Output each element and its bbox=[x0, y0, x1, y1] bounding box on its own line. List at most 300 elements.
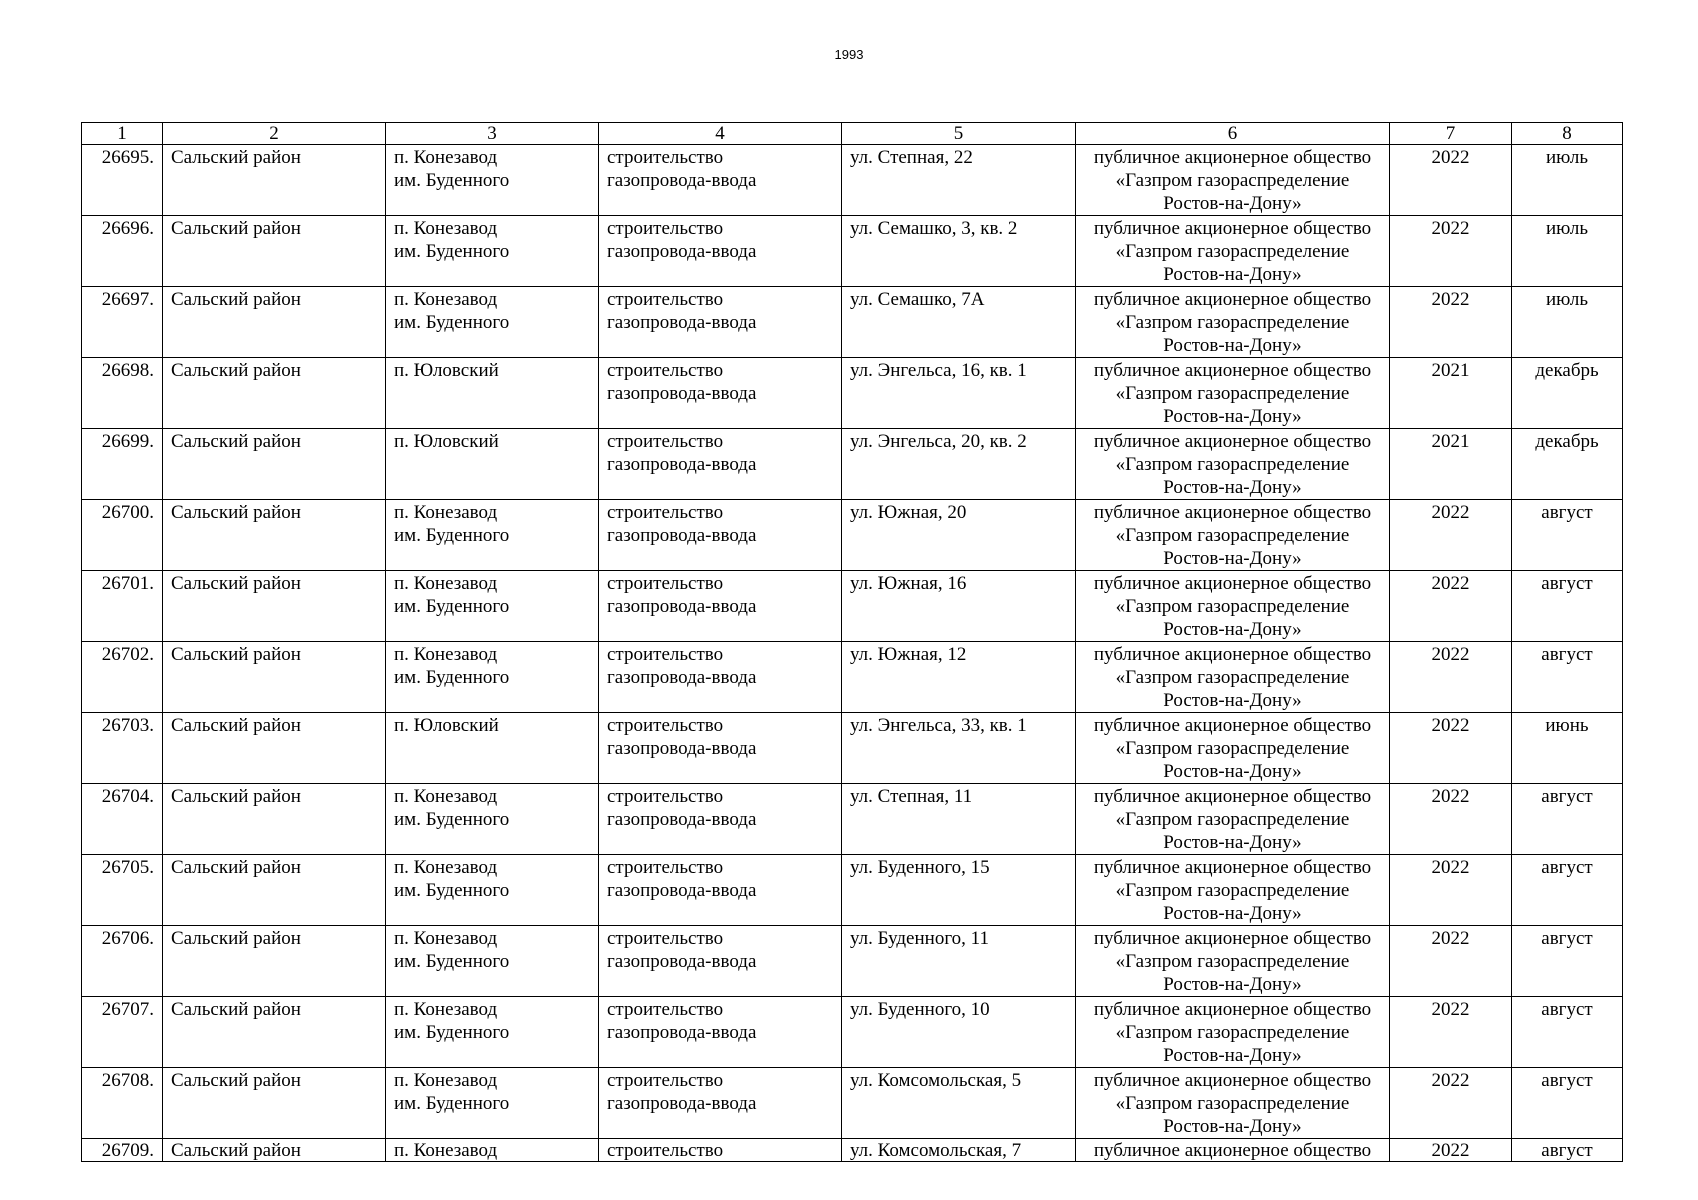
owner-line: Ростов-на-Дону» bbox=[1163, 1116, 1302, 1137]
owner-cell bbox=[1076, 855, 1390, 926]
address-cell bbox=[842, 287, 1076, 358]
owner-cell bbox=[1076, 571, 1390, 642]
owner-line: «Газпром газораспределение bbox=[1115, 738, 1350, 759]
page-number: 1993 bbox=[834, 47, 864, 62]
row-number-cell bbox=[82, 642, 163, 713]
locality-cell bbox=[386, 855, 599, 926]
address: ул. Буденного, 10 bbox=[850, 999, 990, 1020]
owner-line: публичное акционерное общество bbox=[1093, 147, 1372, 168]
locality-line: им. Буденного bbox=[394, 312, 510, 333]
address-cell bbox=[842, 784, 1076, 855]
table-row bbox=[82, 145, 1623, 216]
owner-line: Ростов-на-Дону» bbox=[1163, 193, 1302, 214]
year-cell bbox=[1390, 997, 1512, 1068]
year-cell bbox=[1390, 571, 1512, 642]
owner-cell bbox=[1076, 997, 1390, 1068]
locality-line: им. Буденного bbox=[394, 1093, 510, 1114]
month: август bbox=[1541, 1070, 1593, 1091]
owner-line: публичное акционерное общество bbox=[1093, 786, 1372, 807]
owner-cell bbox=[1076, 1139, 1390, 1162]
owner-line: «Газпром газораспределение bbox=[1115, 383, 1350, 404]
district-cell bbox=[163, 216, 386, 287]
data-table bbox=[81, 122, 1623, 1162]
table-row bbox=[82, 429, 1623, 500]
locality-cell bbox=[386, 287, 599, 358]
locality-line: п. Конезавод bbox=[394, 147, 498, 168]
work-line: строительство bbox=[607, 715, 724, 736]
work-cell bbox=[599, 571, 842, 642]
work-line: газопровода-ввода bbox=[607, 880, 757, 901]
owner-line: «Газпром газораспределение bbox=[1115, 809, 1350, 830]
owner-line: Ростов-на-Дону» bbox=[1163, 903, 1302, 924]
work-line: строительство bbox=[607, 786, 724, 807]
row-number-cell bbox=[82, 429, 163, 500]
locality-line: п. Конезавод bbox=[394, 289, 498, 310]
work-cell bbox=[599, 713, 842, 784]
work-line: строительство bbox=[607, 360, 724, 381]
month-cell bbox=[1512, 358, 1623, 429]
owner-line: публичное акционерное общество bbox=[1093, 431, 1372, 452]
locality-line: п. Конезавод bbox=[394, 1140, 498, 1161]
work-line: строительство bbox=[607, 431, 724, 452]
month-cell bbox=[1512, 855, 1623, 926]
owner-line: «Газпром газораспределение bbox=[1115, 1022, 1350, 1043]
month: август bbox=[1541, 999, 1593, 1020]
district: Сальский район bbox=[171, 1070, 301, 1091]
table-row bbox=[82, 997, 1623, 1068]
owner-cell bbox=[1076, 713, 1390, 784]
locality-cell bbox=[386, 145, 599, 216]
locality-line: п. Конезавод bbox=[394, 218, 498, 239]
month-cell bbox=[1512, 642, 1623, 713]
owner-line: «Газпром газораспределение bbox=[1115, 170, 1350, 191]
work-cell bbox=[599, 997, 842, 1068]
month: август bbox=[1541, 644, 1593, 665]
table-row bbox=[82, 784, 1623, 855]
work-line: газопровода-ввода bbox=[607, 1022, 757, 1043]
row-number: 26699. bbox=[101, 431, 154, 452]
table-row bbox=[82, 855, 1623, 926]
address-cell bbox=[842, 358, 1076, 429]
year: 2021 bbox=[1431, 360, 1470, 381]
row-number-cell bbox=[82, 926, 163, 997]
work-cell bbox=[599, 784, 842, 855]
row-number: 26697. bbox=[101, 289, 154, 310]
row-number-cell bbox=[82, 500, 163, 571]
year: 2022 bbox=[1431, 1140, 1470, 1161]
owner-line: публичное акционерное общество bbox=[1093, 360, 1372, 381]
address-cell bbox=[842, 216, 1076, 287]
locality-line: п. Юловский bbox=[394, 360, 499, 381]
row-number: 26708. bbox=[101, 1070, 154, 1091]
row-number-cell bbox=[82, 1139, 163, 1162]
owner-line: «Газпром газораспределение bbox=[1115, 1093, 1350, 1114]
table-row bbox=[82, 926, 1623, 997]
column-header: 8 bbox=[1512, 123, 1623, 145]
locality-line: им. Буденного bbox=[394, 951, 510, 972]
address-cell bbox=[842, 926, 1076, 997]
work-cell bbox=[599, 358, 842, 429]
table-row bbox=[82, 571, 1623, 642]
row-number-cell bbox=[82, 784, 163, 855]
row-number-cell bbox=[82, 997, 163, 1068]
locality-line: им. Буденного bbox=[394, 880, 510, 901]
work-line: строительство bbox=[607, 999, 724, 1020]
district: Сальский район bbox=[171, 644, 301, 665]
work-line: газопровода-ввода bbox=[607, 596, 757, 617]
owner-line: Ростов-на-Дону» bbox=[1163, 335, 1302, 356]
month: июнь bbox=[1545, 715, 1589, 736]
month-cell bbox=[1512, 216, 1623, 287]
owner-line: публичное акционерное общество bbox=[1093, 857, 1372, 878]
year: 2022 bbox=[1431, 289, 1470, 310]
locality-cell bbox=[386, 997, 599, 1068]
owner-cell bbox=[1076, 926, 1390, 997]
locality-line: п. Конезавод bbox=[394, 999, 498, 1020]
year: 2022 bbox=[1431, 1070, 1470, 1091]
column-header: 2 bbox=[163, 123, 386, 145]
column-header: 6 bbox=[1076, 123, 1390, 145]
district-cell bbox=[163, 500, 386, 571]
locality-line: п. Конезавод bbox=[394, 857, 498, 878]
year: 2022 bbox=[1431, 857, 1470, 878]
month: август bbox=[1541, 573, 1593, 594]
district-cell bbox=[163, 997, 386, 1068]
address: ул. Энгельса, 20, кв. 2 bbox=[850, 431, 1027, 452]
address: ул. Буденного, 11 bbox=[850, 928, 989, 949]
row-number: 26696. bbox=[101, 218, 154, 239]
work-line: строительство bbox=[607, 147, 724, 168]
year: 2022 bbox=[1431, 715, 1470, 736]
column-header: 4 bbox=[599, 123, 842, 145]
locality-line: п. Конезавод bbox=[394, 644, 498, 665]
work-line: газопровода-ввода bbox=[607, 951, 757, 972]
work-line: строительство bbox=[607, 573, 724, 594]
year: 2022 bbox=[1431, 786, 1470, 807]
work-cell bbox=[599, 287, 842, 358]
table-row bbox=[82, 500, 1623, 571]
owner-line: публичное акционерное общество bbox=[1093, 999, 1372, 1020]
district: Сальский район bbox=[171, 573, 301, 594]
month: август bbox=[1541, 857, 1593, 878]
owner-line: «Газпром газораспределение bbox=[1115, 951, 1350, 972]
year-cell bbox=[1390, 1139, 1512, 1162]
locality-line: п. Конезавод bbox=[394, 786, 498, 807]
year: 2022 bbox=[1431, 999, 1470, 1020]
owner-cell bbox=[1076, 1068, 1390, 1139]
owner-line: «Газпром газораспределение bbox=[1115, 241, 1350, 262]
month: декабрь bbox=[1535, 360, 1599, 381]
district-cell bbox=[163, 571, 386, 642]
work-cell bbox=[599, 855, 842, 926]
row-number-cell bbox=[82, 855, 163, 926]
year-cell bbox=[1390, 358, 1512, 429]
address-cell bbox=[842, 997, 1076, 1068]
year: 2022 bbox=[1431, 502, 1470, 523]
owner-line: Ростов-на-Дону» bbox=[1163, 406, 1302, 427]
table-row bbox=[82, 216, 1623, 287]
month-cell bbox=[1512, 429, 1623, 500]
month-cell bbox=[1512, 571, 1623, 642]
month-cell bbox=[1512, 784, 1623, 855]
row-number-cell bbox=[82, 713, 163, 784]
year: 2022 bbox=[1431, 147, 1470, 168]
year-cell bbox=[1390, 642, 1512, 713]
table-body bbox=[82, 123, 1623, 1162]
row-number-cell bbox=[82, 216, 163, 287]
district: Сальский район bbox=[171, 786, 301, 807]
district-cell bbox=[163, 926, 386, 997]
month-cell bbox=[1512, 926, 1623, 997]
month: август bbox=[1541, 786, 1593, 807]
owner-cell bbox=[1076, 358, 1390, 429]
month: июль bbox=[1545, 218, 1589, 239]
work-line: газопровода-ввода bbox=[607, 738, 757, 759]
column-header: 7 bbox=[1390, 123, 1512, 145]
locality-line: им. Буденного bbox=[394, 241, 510, 262]
locality-line: им. Буденного bbox=[394, 667, 510, 688]
month: декабрь bbox=[1535, 431, 1599, 452]
locality-cell bbox=[386, 926, 599, 997]
row-number: 26703. bbox=[101, 715, 154, 736]
address-cell bbox=[842, 713, 1076, 784]
locality-cell bbox=[386, 642, 599, 713]
district-cell bbox=[163, 642, 386, 713]
owner-line: «Газпром газораспределение bbox=[1115, 454, 1350, 475]
address-cell bbox=[842, 1139, 1076, 1162]
district-cell bbox=[163, 1139, 386, 1162]
address: ул. Буденного, 15 bbox=[850, 857, 990, 878]
row-number: 26695. bbox=[101, 147, 154, 168]
row-number-cell bbox=[82, 571, 163, 642]
district-cell bbox=[163, 784, 386, 855]
work-line: строительство bbox=[607, 289, 724, 310]
row-number: 26700. bbox=[101, 502, 154, 523]
locality-line: п. Юловский bbox=[394, 715, 499, 736]
address-cell bbox=[842, 500, 1076, 571]
work-line: газопровода-ввода bbox=[607, 312, 757, 333]
row-number-cell bbox=[82, 358, 163, 429]
work-line: газопровода-ввода bbox=[607, 1093, 757, 1114]
owner-line: Ростов-на-Дону» bbox=[1163, 761, 1302, 782]
district: Сальский район bbox=[171, 147, 301, 168]
year-cell bbox=[1390, 855, 1512, 926]
year-cell bbox=[1390, 784, 1512, 855]
locality-cell bbox=[386, 571, 599, 642]
table-row bbox=[82, 1068, 1623, 1139]
owner-line: Ростов-на-Дону» bbox=[1163, 974, 1302, 995]
work-line: строительство bbox=[607, 502, 724, 523]
work-cell bbox=[599, 500, 842, 571]
work-line: газопровода-ввода bbox=[607, 383, 757, 404]
district-cell bbox=[163, 1068, 386, 1139]
address-cell bbox=[842, 429, 1076, 500]
district-cell bbox=[163, 145, 386, 216]
owner-cell bbox=[1076, 145, 1390, 216]
district-cell bbox=[163, 429, 386, 500]
year: 2022 bbox=[1431, 928, 1470, 949]
month: август bbox=[1541, 928, 1593, 949]
row-number-cell bbox=[82, 145, 163, 216]
locality-cell bbox=[386, 784, 599, 855]
district-cell bbox=[163, 855, 386, 926]
owner-line: Ростов-на-Дону» bbox=[1163, 264, 1302, 285]
year-cell bbox=[1390, 216, 1512, 287]
year-cell bbox=[1390, 145, 1512, 216]
work-cell bbox=[599, 642, 842, 713]
address: ул. Южная, 12 bbox=[850, 644, 967, 665]
row-number: 26705. bbox=[101, 857, 154, 878]
year-cell bbox=[1390, 713, 1512, 784]
year: 2021 bbox=[1431, 431, 1470, 452]
address-cell bbox=[842, 571, 1076, 642]
year-cell bbox=[1390, 429, 1512, 500]
work-line: газопровода-ввода bbox=[607, 170, 757, 191]
owner-line: «Газпром газораспределение bbox=[1115, 667, 1350, 688]
work-line: строительство bbox=[607, 644, 724, 665]
district: Сальский район bbox=[171, 360, 301, 381]
locality-line: п. Конезавод bbox=[394, 928, 498, 949]
month-cell bbox=[1512, 713, 1623, 784]
work-line: газопровода-ввода bbox=[607, 525, 757, 546]
row-number-cell bbox=[82, 1068, 163, 1139]
locality-line: п. Конезавод bbox=[394, 573, 498, 594]
work-line: газопровода-ввода bbox=[607, 667, 757, 688]
table-row bbox=[82, 1139, 1623, 1162]
locality-cell bbox=[386, 713, 599, 784]
district: Сальский район bbox=[171, 1140, 301, 1161]
owner-line: публичное акционерное общество bbox=[1093, 573, 1372, 594]
month-cell bbox=[1512, 500, 1623, 571]
district: Сальский район bbox=[171, 928, 301, 949]
district: Сальский район bbox=[171, 289, 301, 310]
owner-cell bbox=[1076, 216, 1390, 287]
month-cell bbox=[1512, 1068, 1623, 1139]
owner-line: «Газпром газораспределение bbox=[1115, 525, 1350, 546]
owner-line: публичное акционерное общество bbox=[1093, 502, 1372, 523]
district: Сальский район bbox=[171, 218, 301, 239]
work-line: строительство bbox=[607, 857, 724, 878]
district: Сальский район bbox=[171, 715, 301, 736]
locality-line: им. Буденного bbox=[394, 596, 510, 617]
district: Сальский район bbox=[171, 857, 301, 878]
owner-line: «Газпром газораспределение bbox=[1115, 312, 1350, 333]
district-cell bbox=[163, 287, 386, 358]
address: ул. Семашко, 3, кв. 2 bbox=[850, 218, 1018, 239]
locality-cell bbox=[386, 216, 599, 287]
locality-line: им. Буденного bbox=[394, 809, 510, 830]
row-number: 26704. bbox=[101, 786, 154, 807]
year-cell bbox=[1390, 500, 1512, 571]
locality-line: п. Конезавод bbox=[394, 502, 498, 523]
address: ул. Южная, 16 bbox=[850, 573, 967, 594]
owner-cell bbox=[1076, 642, 1390, 713]
locality-line: п. Конезавод bbox=[394, 1070, 498, 1091]
row-number: 26701. bbox=[101, 573, 154, 594]
locality-cell bbox=[386, 1068, 599, 1139]
owner-line: Ростов-на-Дону» bbox=[1163, 477, 1302, 498]
column-header: 5 bbox=[842, 123, 1076, 145]
work-cell bbox=[599, 1139, 842, 1162]
row-number: 26706. bbox=[101, 928, 154, 949]
month: август bbox=[1541, 1140, 1593, 1161]
month: август bbox=[1541, 502, 1593, 523]
work-line: газопровода-ввода bbox=[607, 809, 757, 830]
table-row bbox=[82, 358, 1623, 429]
owner-cell bbox=[1076, 784, 1390, 855]
address: ул. Степная, 11 bbox=[850, 786, 973, 807]
owner-cell bbox=[1076, 287, 1390, 358]
district-cell bbox=[163, 713, 386, 784]
owner-line: Ростов-на-Дону» bbox=[1163, 1045, 1302, 1066]
year: 2022 bbox=[1431, 644, 1470, 665]
address: ул. Комсомольская, 7 bbox=[850, 1140, 1022, 1161]
locality-cell bbox=[386, 1139, 599, 1162]
owner-cell bbox=[1076, 500, 1390, 571]
table-row bbox=[82, 713, 1623, 784]
year-cell bbox=[1390, 926, 1512, 997]
table-header-row bbox=[82, 123, 1623, 145]
row-number: 26698. bbox=[101, 360, 154, 381]
work-cell bbox=[599, 429, 842, 500]
owner-line: публичное акционерное общество bbox=[1093, 289, 1372, 310]
work-cell bbox=[599, 216, 842, 287]
owner-line: Ростов-на-Дону» bbox=[1163, 619, 1302, 640]
work-line: газопровода-ввода bbox=[607, 241, 757, 262]
locality-line: им. Буденного bbox=[394, 525, 510, 546]
owner-line: публичное акционерное общество bbox=[1093, 1140, 1372, 1161]
owner-line: «Газпром газораспределение bbox=[1115, 880, 1350, 901]
work-line: газопровода-ввода bbox=[607, 454, 757, 475]
month-cell bbox=[1512, 287, 1623, 358]
month-cell bbox=[1512, 145, 1623, 216]
year: 2022 bbox=[1431, 218, 1470, 239]
district: Сальский район bbox=[171, 431, 301, 452]
owner-cell bbox=[1076, 429, 1390, 500]
year-cell bbox=[1390, 287, 1512, 358]
row-number: 26709. bbox=[101, 1140, 154, 1161]
month-cell bbox=[1512, 997, 1623, 1068]
district: Сальский район bbox=[171, 502, 301, 523]
work-cell bbox=[599, 926, 842, 997]
locality-line: им. Буденного bbox=[394, 1022, 510, 1043]
owner-line: Ростов-на-Дону» bbox=[1163, 832, 1302, 853]
address: ул. Степная, 22 bbox=[850, 147, 973, 168]
address-cell bbox=[842, 855, 1076, 926]
owner-line: Ростов-на-Дону» bbox=[1163, 548, 1302, 569]
district-cell bbox=[163, 358, 386, 429]
locality-line: им. Буденного bbox=[394, 170, 510, 191]
address-cell bbox=[842, 1068, 1076, 1139]
owner-line: публичное акционерное общество bbox=[1093, 1070, 1372, 1091]
row-number: 26707. bbox=[101, 999, 154, 1020]
column-header: 3 bbox=[386, 123, 599, 145]
locality-line: п. Юловский bbox=[394, 431, 499, 452]
table-row bbox=[82, 287, 1623, 358]
address: ул. Энгельса, 16, кв. 1 bbox=[850, 360, 1027, 381]
address: ул. Энгельса, 33, кв. 1 bbox=[850, 715, 1027, 736]
work-cell bbox=[599, 145, 842, 216]
owner-line: Ростов-на-Дону» bbox=[1163, 690, 1302, 711]
address: ул. Комсомольская, 5 bbox=[850, 1070, 1022, 1091]
year: 2022 bbox=[1431, 573, 1470, 594]
work-line: строительство bbox=[607, 1140, 724, 1161]
month: июль bbox=[1545, 147, 1589, 168]
address-cell bbox=[842, 642, 1076, 713]
row-number-cell bbox=[82, 287, 163, 358]
table-row bbox=[82, 642, 1623, 713]
owner-line: публичное акционерное общество bbox=[1093, 644, 1372, 665]
